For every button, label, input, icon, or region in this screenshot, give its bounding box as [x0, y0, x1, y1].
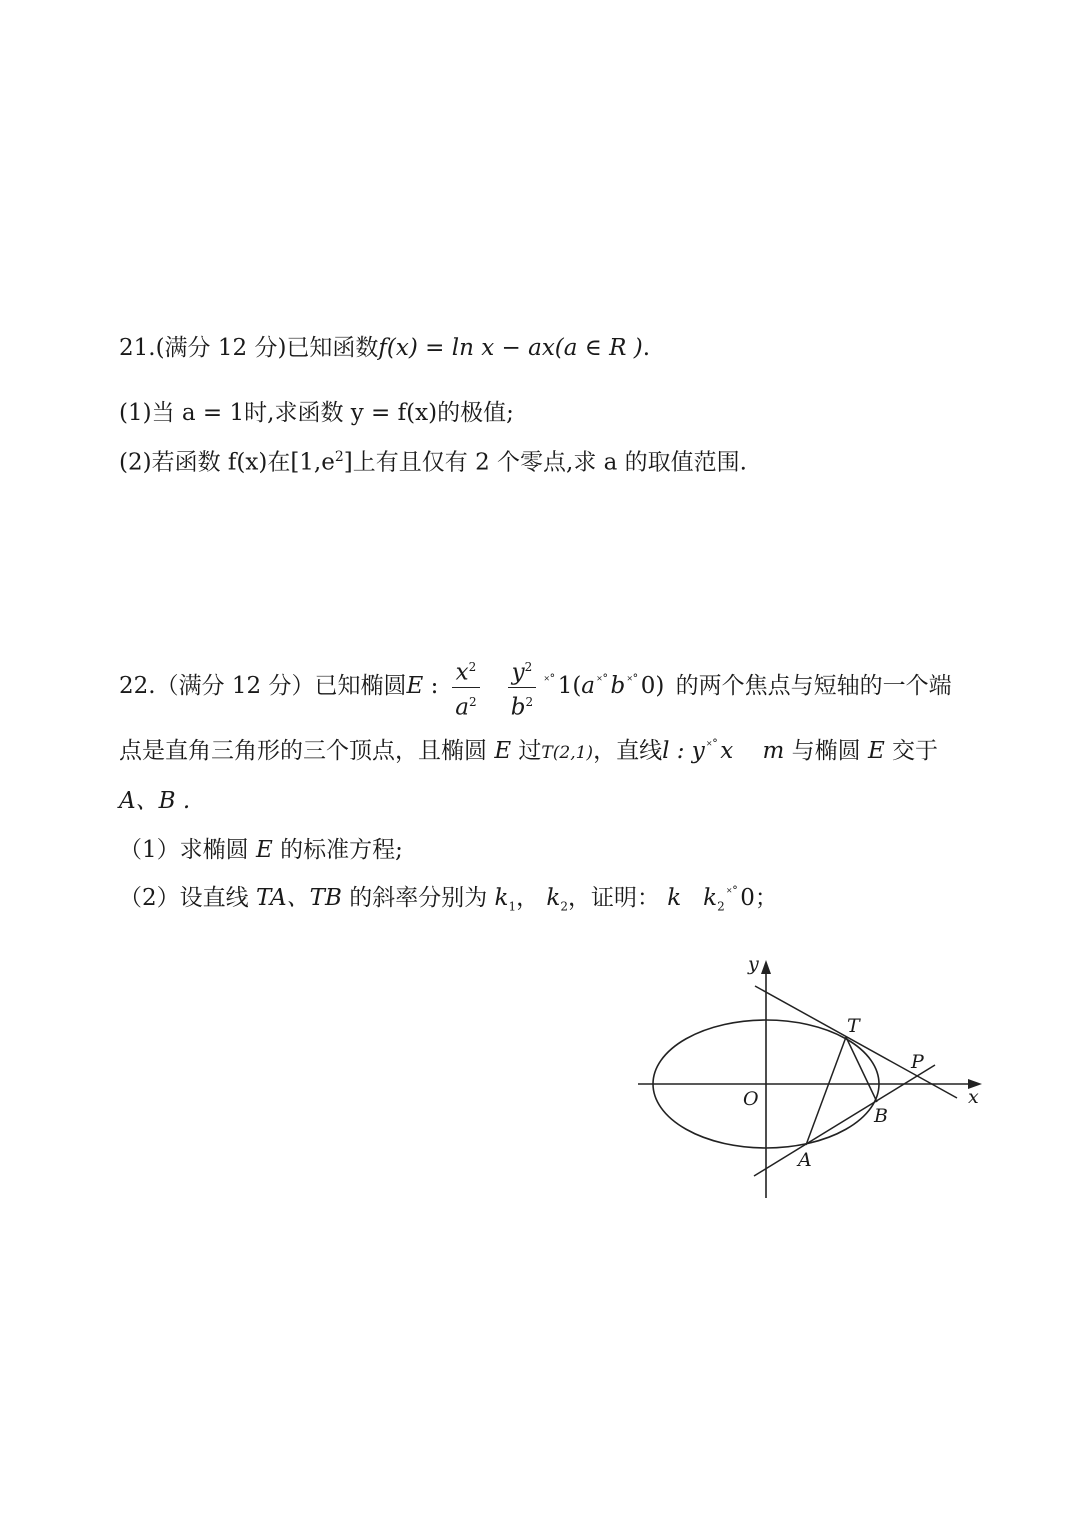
- label-x: x: [968, 1086, 979, 1108]
- label-P: P: [911, 1051, 924, 1073]
- q22-prefix: 22.（满分 12 分）已知椭圆: [119, 673, 407, 699]
- q21-part2-b: ]上有且仅有 2 个零点,求 a 的取值范围.: [343, 449, 747, 476]
- q22-a-den: a: [455, 694, 469, 721]
- q21-title-line: [119, 337, 650, 360]
- q21-part2-a: (2)若函数 f(x)在[1,e: [119, 449, 335, 476]
- q22-frac-y: $\frac{y^2}{b^2}$: [508, 655, 537, 719]
- q22-y-num: y: [511, 659, 525, 686]
- segment-TA: [806, 1037, 846, 1145]
- q22-part2: （2）设直线 TA、TB 的斜率分别为 $k_1$， $k_2$，证明： k $k_2^{˟˚}0$；: [119, 885, 778, 914]
- ellipse-figure: [630, 950, 1010, 1210]
- q21-part2-sup: 2: [334, 449, 344, 465]
- label-y: y: [748, 953, 759, 975]
- q22-colon: :: [423, 673, 446, 699]
- q21-title: 21.(满分 12 分)已知函数: [119, 335, 379, 361]
- q21-func-expr: ln x − ax(a ∈ R ): [451, 335, 643, 361]
- q22-line3: A、B .: [119, 788, 191, 814]
- label-B: B: [874, 1105, 888, 1127]
- q22-rel-1: 1(: [557, 673, 582, 699]
- tangent-line: [755, 986, 957, 1098]
- q22-part1: （1）求椭圆 E 的标准方程;: [119, 837, 403, 863]
- q21-part1: (1)当 a = 1时,求函数 y = f(x)的极值;: [119, 400, 514, 426]
- y-axis-arrow: [761, 960, 771, 974]
- q22-x-num: x: [455, 659, 469, 686]
- label-O: O: [743, 1088, 759, 1110]
- q21-end: .: [642, 335, 651, 361]
- segment-TB: [846, 1037, 877, 1102]
- q22-line1: 22.（满分 12 分）已知椭圆E : $\frac{x^2}{a^2}$ $\frac{y^2}{b^2}$ ˟˚1(a ˟˚b ˟˚0) 的两个焦点与短轴的一个端: [119, 654, 952, 718]
- q21-part2: [119, 450, 747, 475]
- q21-func-name: f(x): [378, 335, 418, 361]
- q22-l-expr: l : y: [662, 738, 705, 764]
- q22-E: E: [406, 673, 424, 699]
- q22-b-den: b: [510, 694, 526, 721]
- label-A: A: [798, 1149, 812, 1171]
- q21-eq: =: [417, 335, 452, 361]
- q22-line2: 点是直角三角形的三个顶点，且椭圆 E 过T(2,1)，直线l : y ˟˚x m 与椭圆 E 交于: [119, 738, 939, 764]
- q22-frac-x: $\frac{x^2}{a^2}$: [452, 655, 481, 719]
- line-l: [754, 1065, 935, 1176]
- q22-T-point: T(2,1): [541, 743, 594, 763]
- label-T: T: [847, 1015, 860, 1037]
- q22-suffix: 的两个焦点与短轴的一个端: [675, 673, 952, 699]
